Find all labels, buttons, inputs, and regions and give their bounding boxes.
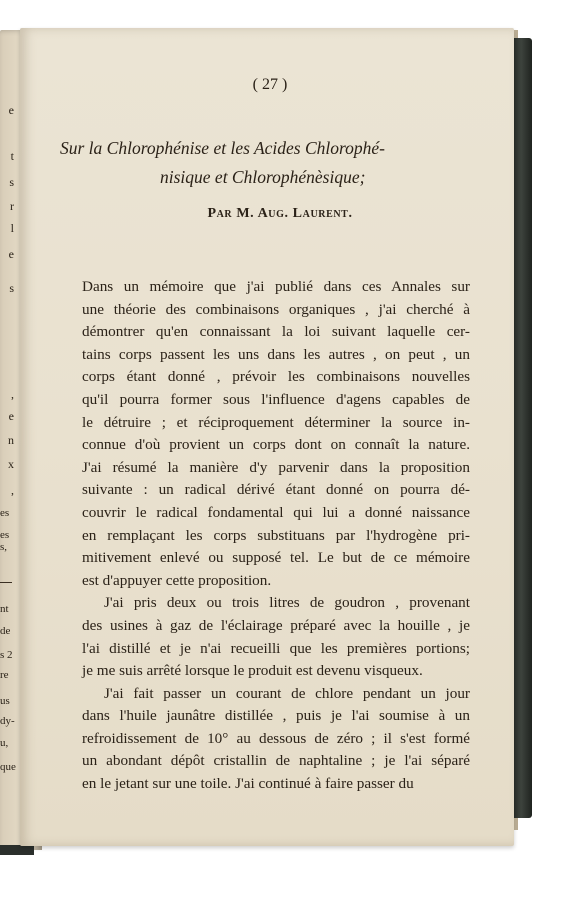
left-page-fragment: us: [0, 695, 10, 707]
left-page-fragment: nt: [0, 603, 9, 615]
author-byline: Par M. Aug. Laurent.: [207, 206, 353, 221]
body-line: je me suis arrêté lorsque le produit est devenu visqueux.: [82, 662, 423, 680]
left-page-fragment: u,: [0, 737, 9, 749]
article-title: [60, 134, 480, 192]
body-line: refroidissement de 10° au dessous de zéro ; il s'est formé: [82, 729, 470, 747]
body-line: suivante : un radical dérivé étant donné on pourra dé-: [82, 481, 470, 499]
left-page-fragment: es: [0, 529, 10, 541]
body-line: couvrir le radical fondamental qui lui a donné naissance: [82, 503, 470, 521]
left-page-fragment: l: [10, 221, 14, 235]
body-line: un abondant dépôt cristallin de naphtaline ; je l'ai séparé: [82, 752, 470, 770]
left-page-fragment: s,: [0, 541, 8, 553]
left-page-fragment: s: [9, 175, 14, 189]
left-page-fragment: x: [8, 457, 14, 471]
book-spine: [514, 38, 532, 818]
body-line: des usines à gaz de l'éclairage préparé avec la houille , je: [82, 616, 470, 634]
left-page-fragment: de: [0, 625, 11, 637]
page-number: ( 27 ): [252, 76, 288, 93]
left-page-fragment: s 2: [0, 649, 13, 661]
left-page-fragment: t: [10, 149, 14, 163]
left-page-fragment: ,: [11, 387, 14, 401]
body-line: J'ai fait passer un courant de chlore pendant un jour: [104, 684, 470, 702]
body-line: en le jetant sur une toile. J'ai continué à faire passer du: [82, 775, 414, 793]
left-page-fragment: dy-: [0, 715, 15, 727]
article-title-line-2: nisique et Chlorophénèsique;: [160, 167, 366, 187]
left-cover-edge: [0, 845, 34, 855]
body-line: J'ai résumé la manière d'y parvenir dans la proposition: [82, 458, 470, 476]
body-line: tains corps passent les uns dans les autres , on peut , un: [82, 345, 470, 363]
body-line: est d'appuyer cette proposition.: [82, 571, 272, 589]
article-body: [82, 276, 470, 796]
body-line: une théorie des combinaisons organiques , j'ai cherché à: [82, 300, 470, 318]
left-page-fragment: es: [0, 507, 10, 519]
body-line: dans l'huile jaunâtre distillée , puis je l'ai soumise à un: [82, 707, 470, 725]
body-line: l'ai distillé et je n'ai recueilli que les premières portions;: [82, 639, 470, 657]
left-page-fragment: n: [8, 433, 14, 447]
left-page-fragment: e: [8, 409, 14, 423]
body-line: corps étant donné , prévoir les combinaisons nouvelles: [82, 368, 470, 386]
body-line: en remplaçant les corps substituans par l'hydrogène pri-: [82, 526, 470, 544]
left-page-fragment: s: [9, 281, 14, 295]
body-line: connue d'où provient un corps dont on connaît la nature.: [82, 436, 470, 454]
left-page-fragment: que: [0, 761, 16, 773]
body-line: le détruire ; et réciproquement déterminer la source in-: [82, 413, 470, 431]
body-line: démontrer qu'en connaissant la loi suivant laquelle cer-: [82, 323, 470, 341]
book-page: [20, 28, 514, 846]
left-page-fragment: e: [8, 103, 14, 117]
left-page-fragment: ,: [11, 483, 14, 497]
article-title-line-1: Sur la Chlorophénise et les Acides Chlorophé-: [60, 138, 386, 158]
left-page-fragment: re: [0, 669, 9, 681]
body-line: qu'il pourra former sous l'influence d'agens capables de: [82, 390, 470, 408]
body-line: Dans un mémoire que j'ai publié dans ces Annales sur: [82, 278, 470, 295]
body-line: J'ai pris deux ou trois litres de goudron , provenant: [104, 594, 470, 612]
body-line: mitivement enlevé ou supposé tel. Le but de ce mémoire: [82, 549, 470, 567]
left-page-fragment: e: [8, 247, 14, 261]
left-page-rule: [0, 582, 12, 583]
left-page-fragment: r: [10, 199, 14, 213]
